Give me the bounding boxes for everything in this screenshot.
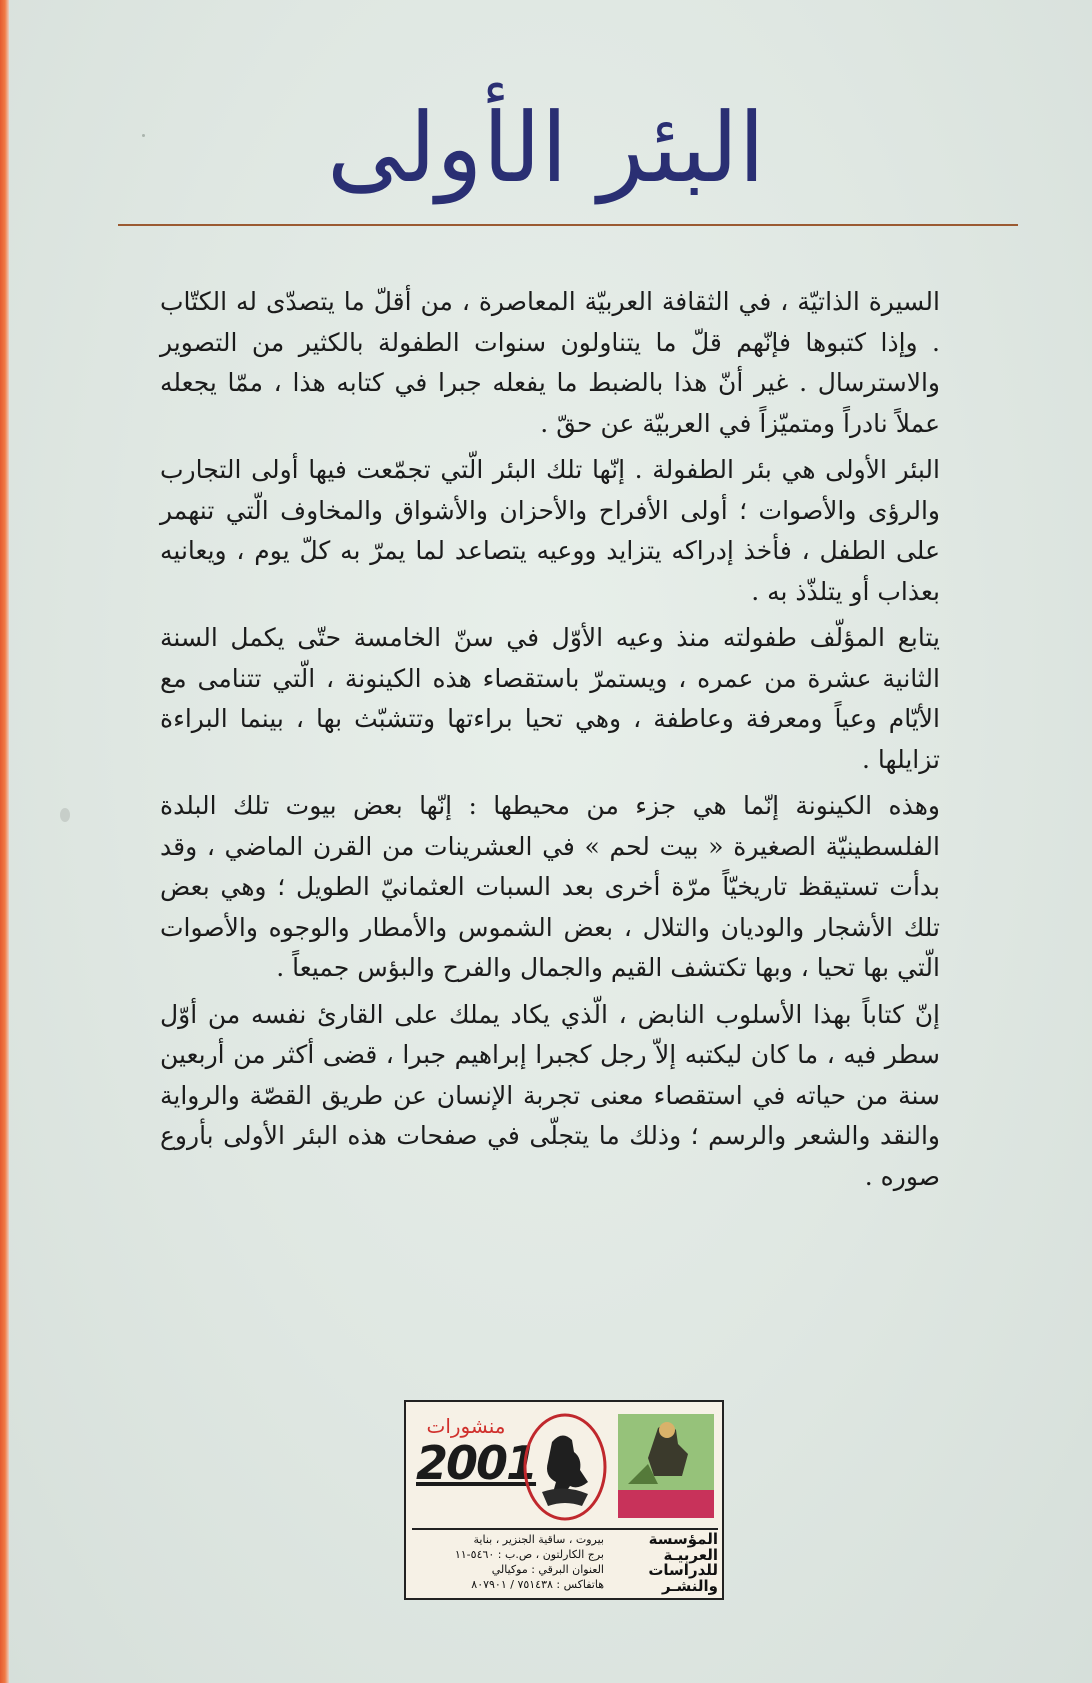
series-name: منشورات <box>426 1414 506 1438</box>
address-line: برج الكارلتون ، ص.ب : ٥٤٦٠-١١ <box>454 1548 604 1561</box>
title-divider <box>118 224 1018 226</box>
publisher-address <box>412 1532 608 1594</box>
blurb-paragraph: وهذه الكينونة إنّما هي جزء من محيطها : إنّها بعض بيوت تلك البلدة الفلسطينيّة الصغيرة « بيت لحم » في العشرينات من القرن الماضي ، وقد بدأت تستيقظ تاريخيّاً مرّة أخرى بعد السبات العثمانيّ الطويل ؛ وهي بعض تلك الأشجار والوديان والتلال ، بعض الشموس والأمطار والوجوه والأصوات الّتي بها تحيا ، وبها تكتشف القيم والجمال والفرح والبؤس جميعاً . <box>160 791 940 982</box>
blurb-paragraph: يتابع المؤلّف طفولته منذ وعيه الأوّل في سنّ الخامسة حتّى يكمل السنة الثانية عشرة من عمره ، ويستمرّ باستقصاء هذه الكينونة ، الّتي تتنامى مع الأيّام وعياً ومعرفة وعاطفة ، وهي تحيا براءتها وتتشبّث بها ، بينما البراءة تزايلها . <box>160 623 940 774</box>
address-line: بيروت ، ساقية الجنزير ، بناية <box>473 1533 604 1546</box>
book-title: البئر الأولى <box>326 92 766 204</box>
publisher-name-line: المؤسسة <box>648 1530 718 1548</box>
spine-edge <box>0 0 9 1683</box>
figure-illustration-icon <box>618 1414 714 1490</box>
blurb-paragraph: السيرة الذاتيّة ، في الثقافة العربيّة المعاصرة ، من أقلّ ما يتصدّى له الكتّاب . وإذا كتبوها فإنّهم قلّ ما يتناولون سنوات الطفولة بالكثير من التصوير والاسترسال . غير أنّ هذا بالضبط ما يفعله جبرا في كتابه هذا ، ممّا يجعله عملاً نادراً ومتميّزاً في العربيّة عن حقّ . <box>160 287 940 438</box>
publisher-name-line: العربيـة <box>663 1545 718 1564</box>
blurb-text <box>160 282 940 1203</box>
paper-speck <box>60 808 70 822</box>
cover-thumbnail <box>618 1414 714 1518</box>
thumbnail-band <box>618 1490 714 1518</box>
publisher-logo-top <box>412 1408 718 1526</box>
blurb-paragraph: البئر الأولى هي بئر الطفولة . إنّها تلك البئر الّتي تجمّعت فيها أولى التجارب والرؤى والأصوات ؛ أولى الأفراح والأحزان والأشواق والمخاوف الّتي تنهمر على الطفل ، فأخذ إدراكه يتزايد ووعيه يتصاعد لما يمرّ به كلّ يوم ، ويعانيه بعذاب أو يتلذّذ به . <box>160 455 940 606</box>
series-year: 2001 <box>416 1436 537 1490</box>
publisher-name <box>612 1532 718 1594</box>
blurb-paragraph: إنّ كتاباً بهذا الأسلوب النابض ، الّذي يكاد يملك على القارئ نفسه من أوّل سطر فيه ، ما كان ليكتبه إلاّ رجل كجبرا إبراهيم جبرا ، قضى أكثر من أربعين سنة من حياته في استقصاء معنى تجربة الإنسان عن طريق القصّة والرواية والنقد والشعر والرسم ؛ وذلك ما يتجلّى في صفحات هذه البئر الأولى بأروع صوره . <box>160 999 940 1191</box>
publisher-info <box>412 1528 718 1596</box>
address-line: العنوان البرقي : موكيالي <box>491 1563 604 1576</box>
publisher-name-line: للدراسات <box>648 1561 718 1579</box>
horseman-emblem-icon <box>522 1412 608 1522</box>
address-line: هاتفاكس : ٧٥١٤٣٨ / ٨٠٧٩٠١ <box>471 1578 604 1591</box>
publisher-logo-box <box>404 1400 724 1600</box>
publisher-name-line: والنشـر <box>662 1576 718 1595</box>
